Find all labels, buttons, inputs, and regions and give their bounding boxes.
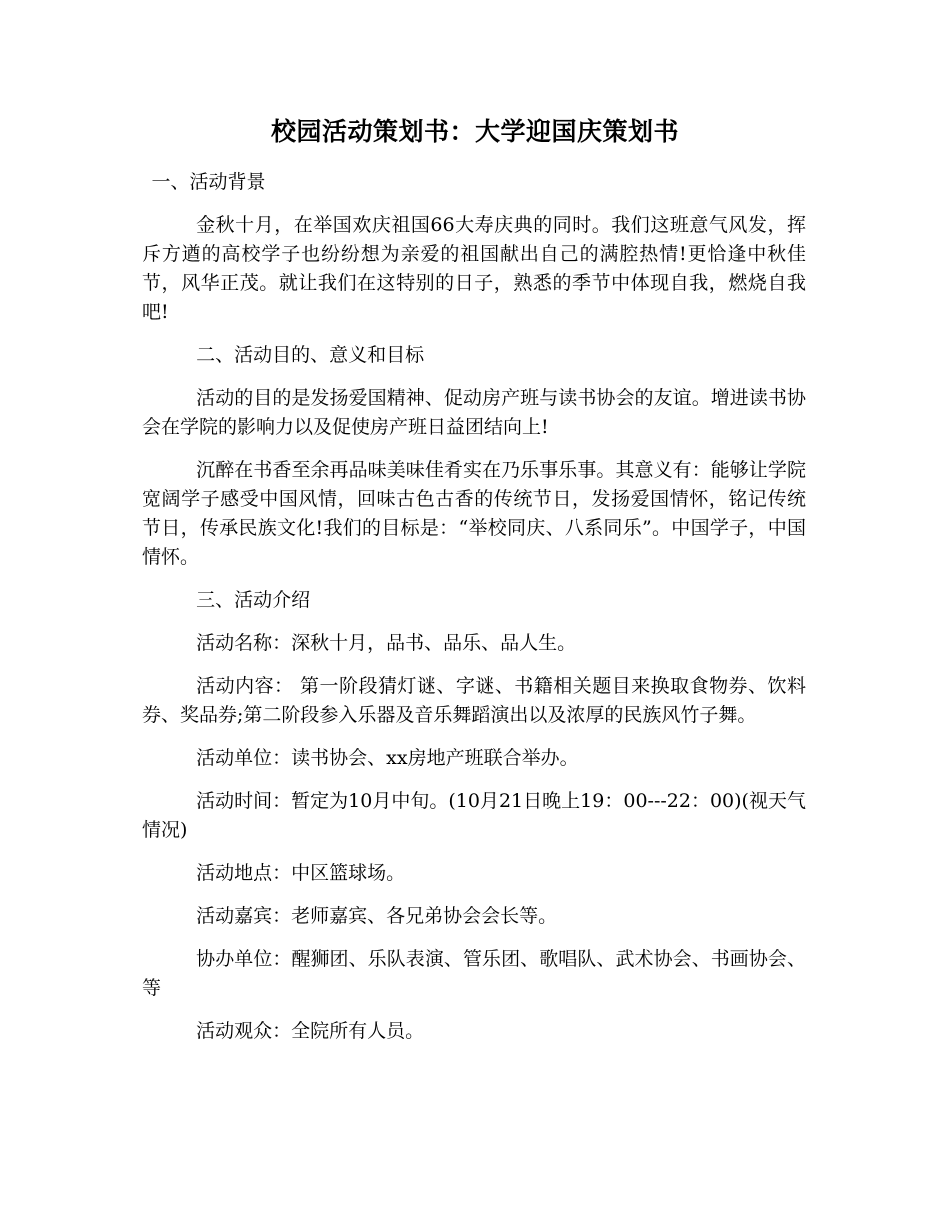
paragraph-activity-guests: 活动嘉宾：老师嘉宾、各兄弟协会会长等。 [196, 905, 558, 927]
paragraph-audience: 活动观众：全院所有人员。 [196, 1020, 425, 1042]
section-heading-purpose: 二、活动目的、意义和目标 [196, 344, 425, 366]
document-title: 校园活动策划书：大学迎国庆策划书 [270, 117, 679, 146]
paragraph-purpose: 活动的目的是发扬爱国精神、促动房产班与读书协会的友谊。增进读书协会在学院的影响力以及促使房产班日益团结向上! [142, 387, 806, 438]
paragraph-activity-location: 活动地点：中区篮球场。 [196, 862, 406, 884]
paragraph-meaning: 沉醉在书香至余再品味美味佳肴实在乃乐事乐事。其意义有：能够让学院宽阔学子感受中国风情，回味古色古香的传统节日，发扬爱国情怀，铭记传统节日，传承民族文化!我们的目标是：“举校同庆、八系同乐”。中国学子，中国情怀。 [142, 459, 806, 568]
paragraph-background: 金秋十月，在举国欢庆祖国66大寿庆典的同时。我们这班意气风发，挥斥方遒的高校学子也纷纷想为亲爱的祖国献出自己的满腔热情!更恰逢中秋佳节，风华正茂。就让我们在这特别的日子，熟悉的季节中体现自我，燃烧自我吧! [142, 214, 806, 323]
section-heading-introduction: 三、活动介绍 [196, 589, 311, 611]
paragraph-activity-time: 活动时间：暂定为10月中旬。(10月21日晚上19：00---22：00)(视天气情况) [142, 790, 806, 841]
paragraph-activity-content: 活动内容： 第一阶段猜灯谜、字谜、书籍相关题目来换取食物券、饮料券、奖品券;第二阶段参入乐器及音乐舞蹈演出以及浓厚的民族风竹子舞。 [142, 675, 806, 726]
paragraph-activity-name: 活动名称：深秋十月，品书、品乐、品人生。 [196, 632, 577, 654]
section-heading-background: 一、活动背景 [151, 171, 266, 193]
paragraph-activity-organizer: 活动单位：读书协会、xx房地产班联合举办。 [196, 747, 579, 769]
paragraph-co-organizers: 协办单位：醒狮团、乐队表演、管乐团、歌唱队、武术协会、书画协会、等 [142, 948, 806, 999]
document-body [142, 168, 806, 1060]
